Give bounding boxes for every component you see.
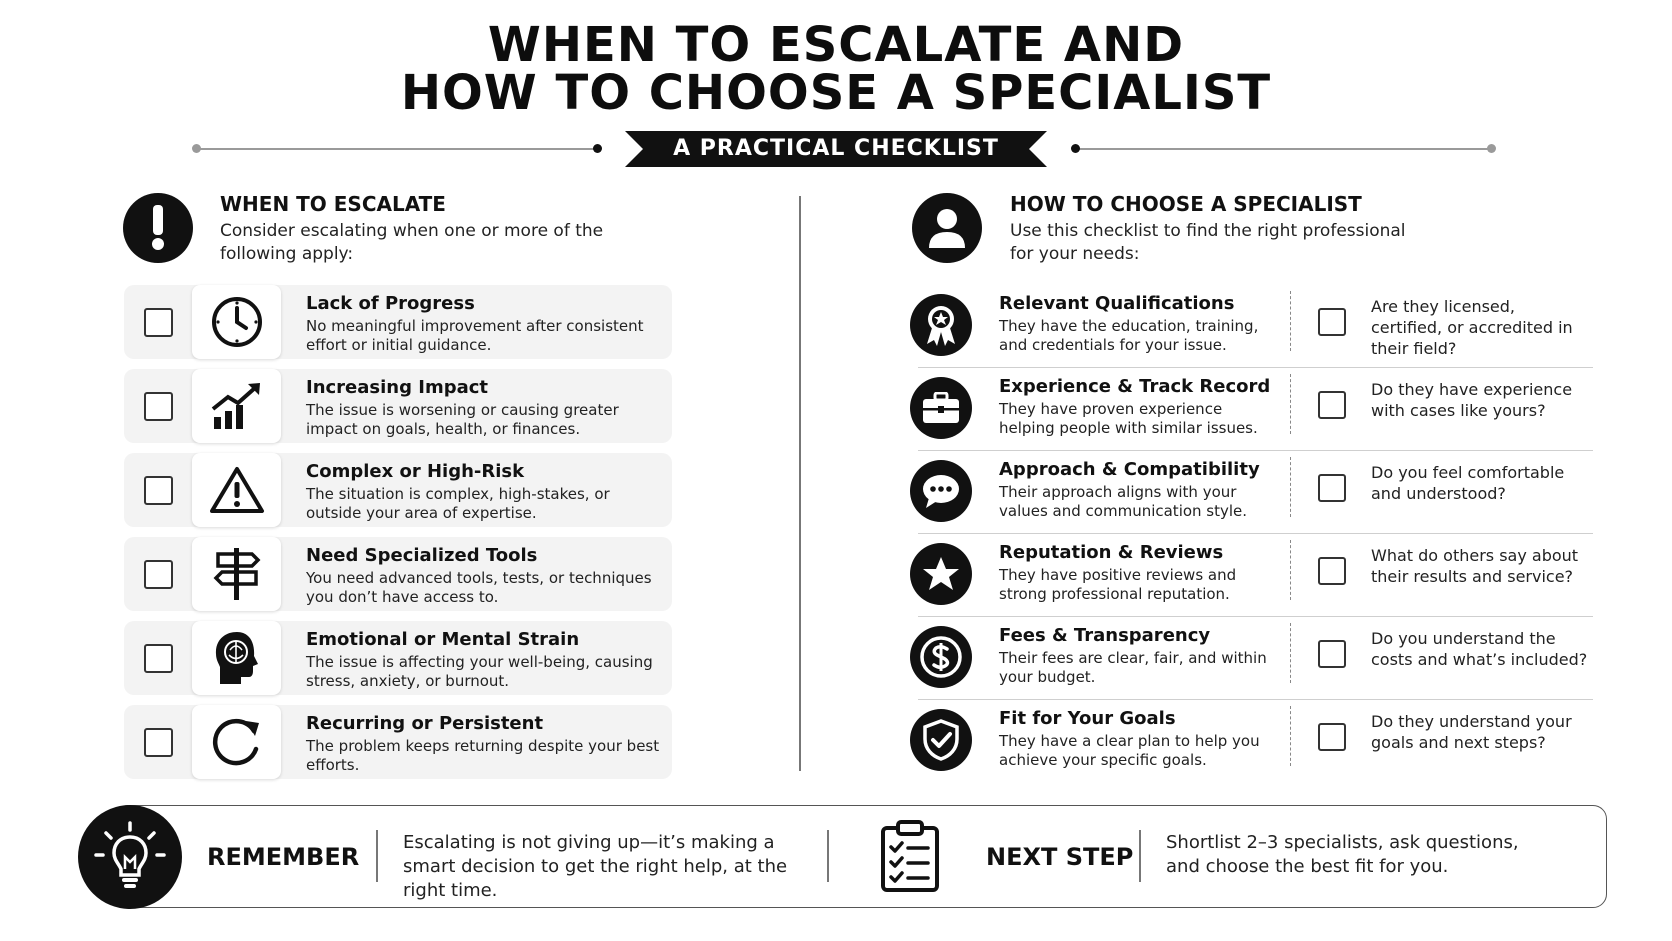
- row-separator: [1290, 457, 1291, 517]
- item-question: Do you understand the costs and what’s included?: [1371, 629, 1588, 669]
- escalate-section-title: WHEN TO ESCALATE: [220, 192, 446, 216]
- head-brain-icon: [192, 621, 281, 695]
- chat-bubble-icon: [910, 460, 972, 522]
- specialist-item-fees: [910, 617, 1593, 700]
- shield-check-icon: [910, 709, 972, 771]
- divider-dot: [192, 144, 201, 153]
- signpost-icon: [192, 537, 281, 611]
- checkbox[interactable]: [144, 308, 173, 337]
- remember-text: Escalating is not giving up—it’s making a smart decision to get the right help, at the right time.: [403, 832, 788, 901]
- star-icon: [910, 543, 972, 605]
- remember-title: REMEMBER: [207, 843, 360, 871]
- divider-left: [195, 148, 597, 150]
- footer-separator: [376, 830, 378, 882]
- specialist-item-reputation: [910, 534, 1593, 617]
- checkbox[interactable]: [144, 392, 173, 421]
- item-title: Complex or High-Risk: [306, 461, 525, 482]
- page-title-line1: WHEN TO ESCALATE AND: [487, 17, 1185, 73]
- item-description: Their approach aligns with your values and communication style.: [999, 483, 1248, 520]
- specialist-section-subtitle: Use this checklist to find the right professional for your needs:: [1010, 221, 1406, 264]
- item-title: Fees & Transparency: [999, 625, 1211, 646]
- checkbox[interactable]: [1318, 391, 1346, 419]
- specialist-item-approach: [910, 451, 1593, 534]
- column-divider: [799, 196, 801, 771]
- checkbox[interactable]: [144, 644, 173, 673]
- item-description: You need advanced tools, tests, or techniques you don’t have access to.: [306, 569, 652, 606]
- exclamation-icon: [123, 193, 193, 263]
- item-title: Recurring or Persistent: [306, 713, 544, 734]
- person-icon: [912, 193, 982, 263]
- item-description: Their fees are clear, fair, and within your budget.: [999, 649, 1267, 686]
- specialist-item-experience: [910, 368, 1593, 451]
- item-question: What do others say about their results and service?: [1371, 546, 1579, 586]
- row-separator: [1290, 540, 1291, 600]
- warning-triangle-icon: [192, 453, 281, 527]
- checkbox[interactable]: [1318, 557, 1346, 585]
- dollar-icon: [910, 626, 972, 688]
- item-question: Are they licensed, certified, or accredited in their field?: [1371, 297, 1573, 358]
- item-title: Lack of Progress: [306, 293, 475, 314]
- item-description: They have a clear plan to help you achieve your specific goals.: [999, 732, 1260, 769]
- item-title: Experience & Track Record: [999, 376, 1271, 397]
- item-description: The situation is complex, high-stakes, or outside your area of expertise.: [306, 485, 610, 522]
- lightbulb-icon: [78, 805, 182, 909]
- clipboard-checklist-icon: [878, 818, 942, 898]
- award-badge-icon: [910, 294, 972, 356]
- item-title: Approach & Compatibility: [999, 459, 1260, 480]
- briefcase-icon: [910, 377, 972, 439]
- page-title-line2: HOW TO CHOOSE A SPECIALIST: [400, 65, 1272, 121]
- next-step-text: Shortlist 2–3 specialists, ask questions, and choose the best fit for you.: [1166, 832, 1519, 877]
- banner-text: A PRACTICAL CHECKLIST: [673, 136, 999, 161]
- item-question: Do they have experience with cases like yours?: [1371, 380, 1573, 420]
- rising-chart-icon: [192, 369, 281, 443]
- item-description: No meaningful improvement after consistent effort or initial guidance.: [306, 317, 644, 354]
- divider-right: [1073, 148, 1491, 150]
- specialist-item-fit-for-goals: [910, 700, 1593, 783]
- divider-dot: [1487, 144, 1496, 153]
- refresh-icon: [192, 705, 281, 779]
- item-description: They have positive reviews and strong professional reputation.: [999, 566, 1237, 603]
- row-separator: [1290, 623, 1291, 683]
- item-question: Do you feel comfortable and understood?: [1371, 463, 1565, 503]
- footer-separator: [1139, 830, 1141, 882]
- divider-dot: [593, 144, 602, 153]
- checkbox[interactable]: [1318, 723, 1346, 751]
- checkbox[interactable]: [144, 476, 173, 505]
- checkbox[interactable]: [144, 560, 173, 589]
- item-description: They have proven experience helping people with similar issues.: [999, 400, 1258, 437]
- item-title: Emotional or Mental Strain: [306, 629, 580, 650]
- item-question: Do they understand your goals and next steps?: [1371, 712, 1572, 752]
- checkbox[interactable]: [144, 728, 173, 757]
- escalate-item-complex-high-risk: [124, 453, 672, 527]
- specialist-item-qualifications: [910, 285, 1593, 368]
- specialist-section-title: HOW TO CHOOSE A SPECIALIST: [1010, 192, 1362, 216]
- subtitle-banner: [625, 131, 1047, 167]
- divider-dot: [1071, 144, 1080, 153]
- item-title: Increasing Impact: [306, 377, 489, 398]
- escalate-section-subtitle: Consider escalating when one or more of the following apply:: [220, 221, 604, 264]
- item-description: The problem keeps returning despite your best efforts.: [306, 737, 660, 774]
- escalate-item-increasing-impact: [124, 369, 672, 443]
- escalate-item-recurring: [124, 705, 672, 779]
- escalate-item-lack-of-progress: [124, 285, 672, 359]
- clock-icon: [192, 285, 281, 359]
- checkbox[interactable]: [1318, 640, 1346, 668]
- row-separator: [1290, 706, 1291, 766]
- escalate-item-emotional-strain: [124, 621, 672, 695]
- item-description: The issue is affecting your well-being, causing stress, anxiety, or burnout.: [306, 653, 653, 690]
- row-separator: [1290, 374, 1291, 434]
- checkbox[interactable]: [1318, 308, 1346, 336]
- item-title: Reputation & Reviews: [999, 542, 1224, 563]
- footer-separator: [827, 830, 829, 882]
- item-title: Need Specialized Tools: [306, 545, 538, 566]
- item-title: Fit for Your Goals: [999, 708, 1176, 729]
- item-description: The issue is worsening or causing greater impact on goals, health, or finances.: [306, 401, 619, 438]
- next-step-title: NEXT STEP: [986, 843, 1134, 871]
- item-description: They have the education, training, and credentials for your issue.: [999, 317, 1259, 354]
- row-separator: [1290, 291, 1291, 351]
- escalate-item-specialized-tools: [124, 537, 672, 611]
- item-title: Relevant Qualifications: [999, 293, 1235, 314]
- checkbox[interactable]: [1318, 474, 1346, 502]
